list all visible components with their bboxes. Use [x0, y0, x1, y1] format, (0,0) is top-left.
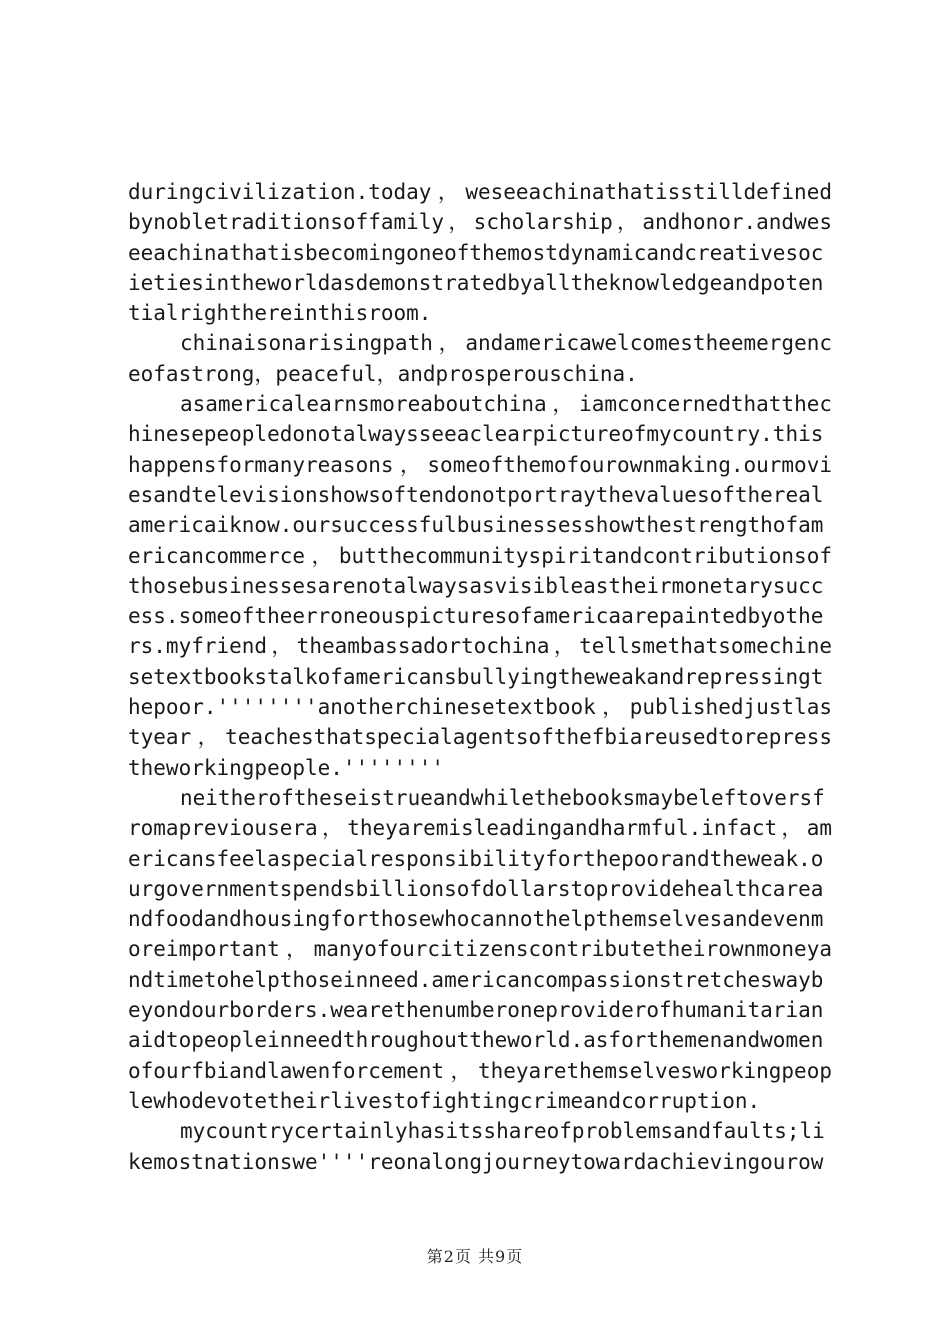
text-line: eofastrong，peaceful，andprosperouschina. [128, 361, 638, 386]
text-line: rs.myfriend，theambassadortochina，tellsmethatsomechine [128, 634, 832, 659]
text-line: setextbookstalkofamericansbullyingtheweakandrepressingt [128, 664, 824, 689]
text-line: tyear，teachesthatspecialagentsofthefbiareusedtorepress [128, 725, 832, 750]
text-line: aidtopeopleinneedthroughouttheworld.asforthemenandwomen [128, 1028, 824, 1053]
text-line: ietiesintheworldasdemonstratedbyalltheknowledgeandpoten [128, 270, 824, 295]
text-line: hinesepeopledonotalwaysseeaclearpictureofmycountry.this [128, 422, 824, 447]
text-line: ofourfbiandlawenforcement，theyarethemselvesworkingpeop [128, 1058, 832, 1083]
text-line: kemostnationswe''''reonalongjourneytowardachievingourow [128, 1149, 824, 1174]
text-line: oreimportant，manyofourcitizenscontributetheirownmoneya [128, 937, 832, 962]
text-line: theworkingpeople.'''''''' [128, 755, 445, 780]
text-line: lewhodevotetheirlivestofightingcrimeandcorruption. [128, 1088, 761, 1113]
text-line: duringcivilization.today，weseeachinathatisstilldefined [128, 180, 832, 204]
page-number-footer: 第2页 共9页 [426, 1247, 524, 1266]
text-line: asamericalearnsmoreaboutchina，iamconcernedthatthec [180, 392, 832, 417]
text-line: ess.someoftheerroneouspicturesofamericaarepaintedbyothe [128, 604, 824, 629]
text-line: ericansfeelaspecialresponsibilityforthepoorandtheweak.o [128, 846, 824, 871]
text-line: urgovernmentspendsbillionsofdollarstoprovidehealthcarea [128, 876, 824, 901]
text-line: bynobletraditionsoffamily，scholarship，andhonor.andwes [128, 210, 832, 235]
text-line: thosebusinessesarenotalwaysasvisibleastheirmonetarysucc [128, 573, 824, 598]
text-line: ndfoodandhousingforthosewhocannothelpthemselvesandevenm [128, 907, 824, 932]
text-line: americaiknow.oursuccessfulbusinessesshowthestrengthofam [128, 513, 824, 538]
text-line: hepoor.''''''''anotherchinesetextbook，publishedjustlas [128, 695, 832, 720]
text-line: eeachinathatisbecomingoneofthemostdynamicandcreativesoc [128, 240, 824, 265]
text-line: ndtimetohelpthoseinneed.americancompassionstretcheswayb [128, 967, 824, 992]
text-line: tialrighthereinthisroom. [128, 301, 432, 326]
body-text [128, 177, 832, 1177]
text-line: romapreviousera，theyaremisleadingandharmful.infact，am [128, 816, 832, 841]
text-line: happensformanyreasons，someofthemofourownmaking.ourmovi [128, 452, 832, 477]
text-line: ericancommerce，butthecommunityspiritandcontributionsof [128, 543, 832, 568]
text-line: chinaisonarisingpath，andamericawelcomestheemergenc [180, 331, 832, 356]
text-line: eyondourborders.wearethenumberoneproviderofhumanitarian [128, 998, 824, 1023]
text-line: neitheroftheseistrueandwhilethebooksmaybeleftoversf [180, 785, 825, 810]
text-line: esandtelevisionshowsoftendonotportraythevaluesofthereal [128, 482, 824, 507]
text-line: mycountrycertainlyhasitsshareofproblemsandfaults;li [180, 1119, 825, 1144]
